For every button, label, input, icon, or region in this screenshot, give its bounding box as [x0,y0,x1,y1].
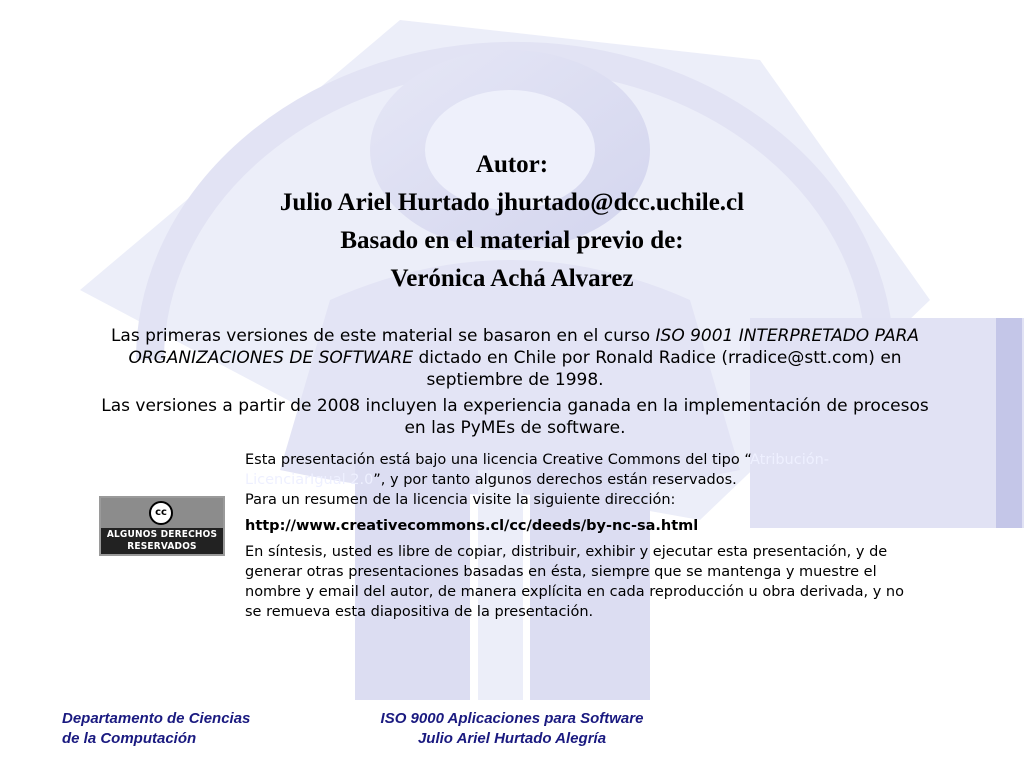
versions-paragraph-2: Las versiones a partir de 2008 incluyen la experiencia ganada en la implementación de procesos en las PyMEs de software. [101,396,929,438]
watermark-side-bar [996,318,1022,528]
author-heading: Autor: [475,151,549,178]
footer-course-author: ISO 9000 Aplicaciones para Software Julio Ariel Hurtado Alegría [380,710,644,747]
cc-badge-label: ALGUNOS DERECHOS RESERVADOS [106,529,218,552]
versions-paragraph-1: Las primeras versiones de este material se basaron en el curso ISO 9001 INTERPRETADO PARA ORGANIZACIONES DE SOFTWARE dictado en Chile por Ronald Radice (rradice@stt.com) en septiembre de 1998. [110,326,920,390]
license-summary-line: Para un resumen de la licencia visite la siguiente dirección: [245,492,676,508]
license-name: Atribución-LicenciarIgual 2.0 [245,452,830,488]
license-url-link[interactable]: http://www.creativecommons.cl/cc/deeds/by-nc-sa.html [245,518,699,534]
license-block [245,450,905,622]
license-type-line: Esta presentación está bajo una licencia Creative Commons del tipo “Atribución-LicenciarIgual 2.0”, y por tanto algunos derechos están reservados. [245,452,830,488]
license-synthesis: En síntesis, usted es libre de copiar, distribuir, exhibir y ejecutar esta presentación, y de generar otras presentaciones basadas en ésta, siempre que se mantenga y muestre el nombre y email del autor, de manera explícita en cada reproducción u obra derivada, y no se remueva esta diapositiva de la presentación. [245,544,904,620]
cc-logo-icon: cc [149,501,173,525]
previous-author-name: Verónica Achá Alvarez [390,265,634,292]
based-on-heading: Basado en el material previo de: [340,227,684,254]
creative-commons-badge [99,496,225,556]
author-name-email: Julio Ariel Hurtado jhurtado@dcc.uchile.cl [279,189,745,216]
author-block [0,146,1024,298]
versions-block [90,325,940,443]
course-title: ISO 9001 INTERPRETADO PARA ORGANIZACIONES DE SOFTWARE [128,326,920,368]
footer-department: Departamento de Ciencias de la Computación [62,710,251,747]
